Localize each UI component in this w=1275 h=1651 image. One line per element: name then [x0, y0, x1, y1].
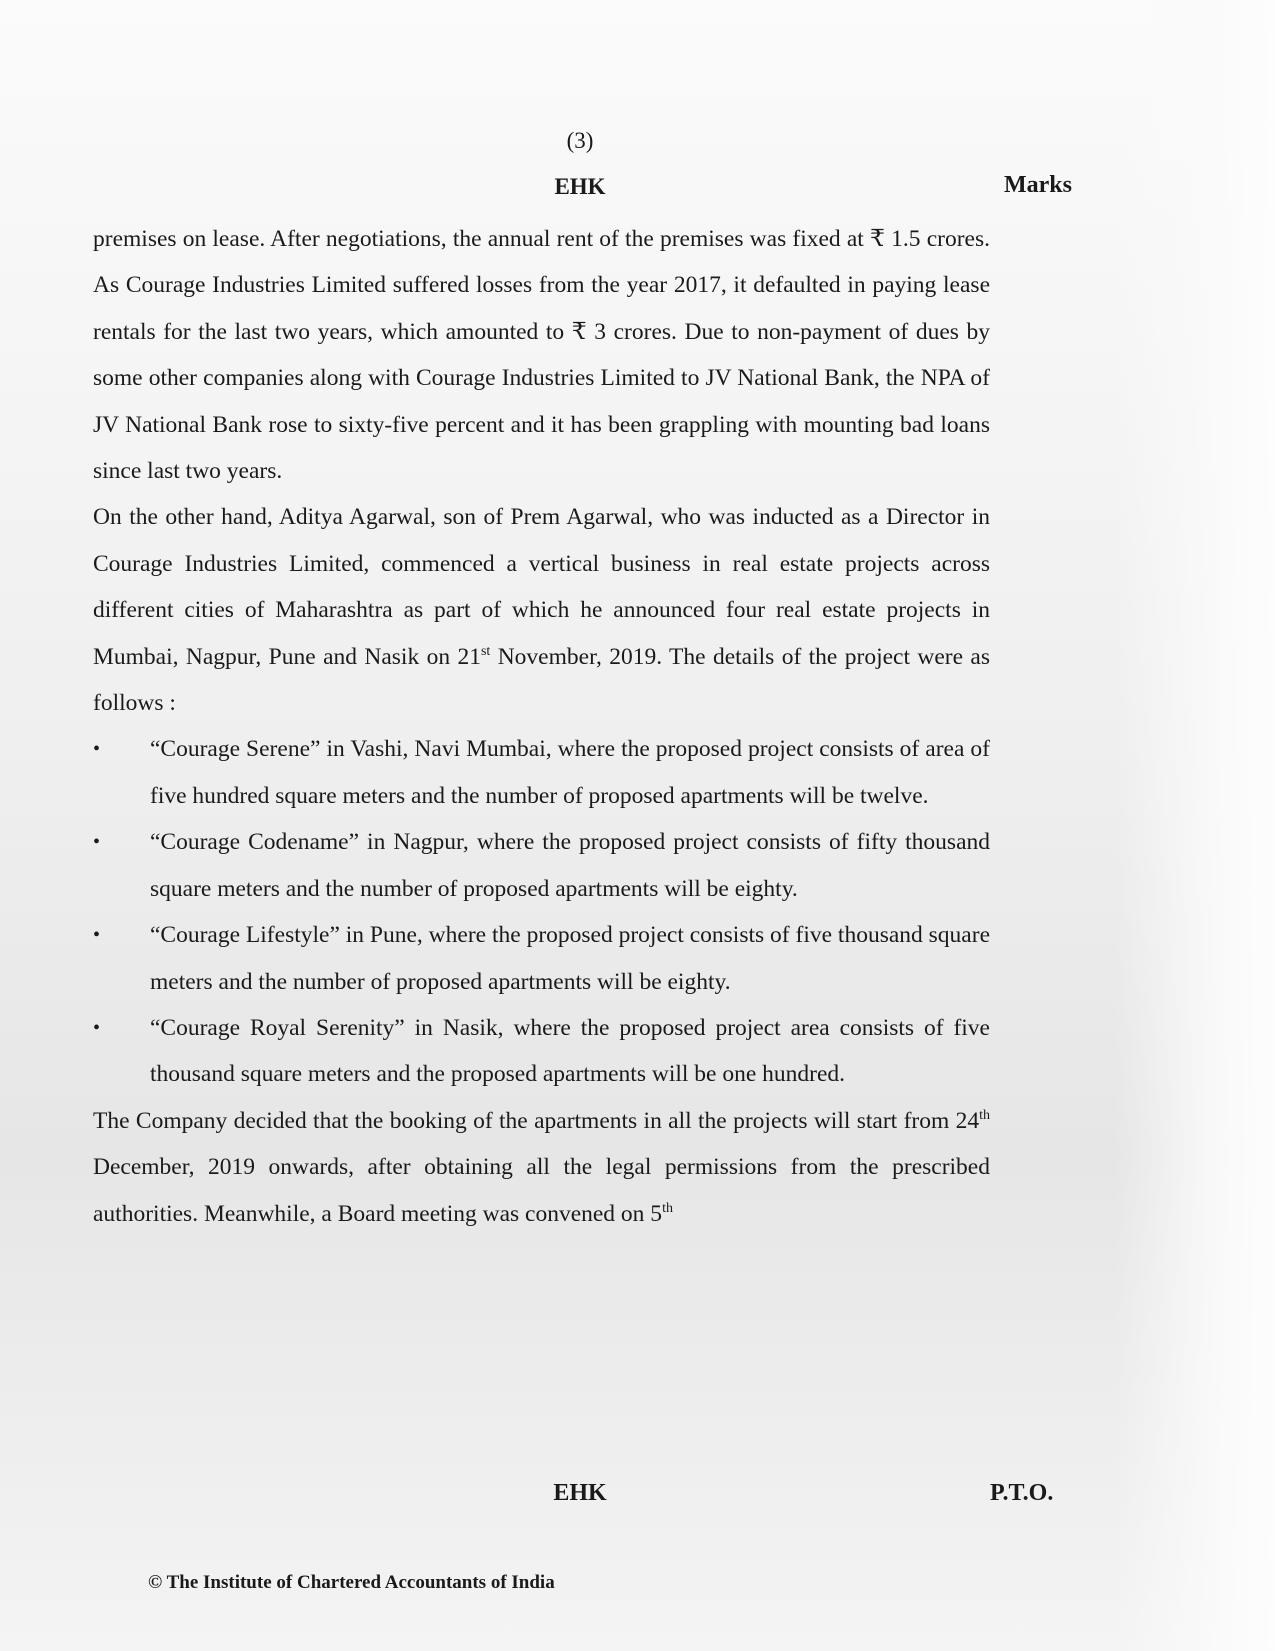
superscript-ordinal: st — [480, 643, 491, 659]
page-number: (3) — [566, 128, 594, 153]
paragraph-booking-text-2: December, 2019 onwards, after obtaining all the legal permissions from the prescribed authorities. Meanwhile, a Board meeting was convened on 5 — [93, 1154, 990, 1227]
bullet-icon: • — [93, 738, 101, 761]
footer-paper-code: EHK — [553, 1480, 607, 1506]
paragraph-real-estate-text-1: On the other hand, Aditya Agarwal, son of Prem Agarwal, who was inducted as a Director in Courage Industries Limited, commenced a vertical business in real estate projects across different cities of Maharashtra as part of which he announced four real estate projects in Mumbai, Nagpur, Pune and Nasik on 21 — [93, 504, 990, 670]
paragraph-real-estate-text-2: November, 2019. The details of the project were as follows : — [93, 643, 990, 717]
paragraph-booking — [93, 1098, 990, 1237]
paragraph-lease-default: premises on lease. After negotiations, the annual rent of the premises was fixed at ₹ 1.5 crores. As Courage Industries Limited suffered losses from the year 2017, it defaulted in paying lease rentals for the last two years, which amounted to ₹ 3 crores. Due to non-payment of dues by some other companies along with Courage Industries Limited to JV National Bank, the NPA of JV National Bank rose to sixty-five percent and it has been grappling with mounting bad loans since last two years. — [93, 226, 990, 485]
list-item — [93, 819, 990, 912]
list-item-text: “Courage Serene” in Vashi, Navi Mumbai, where the proposed project consists of area of five hundred square meters and the number of proposed apartments will be twelve. — [150, 736, 990, 809]
superscript-ordinal: th — [662, 1200, 673, 1216]
page-edge-shadow — [1115, 0, 1275, 1651]
bullet-icon: • — [93, 831, 101, 854]
list-item-text: “Courage Lifestyle” in Pune, where the proposed project consists of five thousand square meters and the number of proposed apartments will be eighty. — [150, 922, 990, 995]
superscript-ordinal: th — [979, 1107, 990, 1123]
question-body — [93, 216, 990, 1237]
marks-column-label: Marks — [1004, 172, 1072, 198]
bullet-icon: • — [93, 1016, 101, 1039]
list-item — [93, 912, 990, 1005]
bullet-icon: • — [93, 924, 101, 947]
copyright-notice: © The Institute of Chartered Accountants of India — [148, 1572, 555, 1593]
paragraph-real-estate — [93, 494, 990, 726]
project-list — [93, 726, 990, 1097]
list-item-text: “Courage Codename” in Nagpur, where the proposed project consists of fifty thousand square meters and the number of proposed apartments will be eighty. — [150, 829, 990, 902]
header-paper-code: EHK — [554, 174, 606, 199]
list-item — [93, 726, 990, 819]
please-turn-over: P.T.O. — [990, 1480, 1054, 1506]
paragraph-booking-text-1: The Company decided that the booking of the apartments in all the projects will start from 24 — [93, 1107, 980, 1134]
list-item-text: “Courage Royal Serenity” in Nasik, where the proposed project area consists of five thousand square meters and the proposed apartments will be one hundred. — [150, 1014, 990, 1088]
list-item — [93, 1005, 990, 1098]
